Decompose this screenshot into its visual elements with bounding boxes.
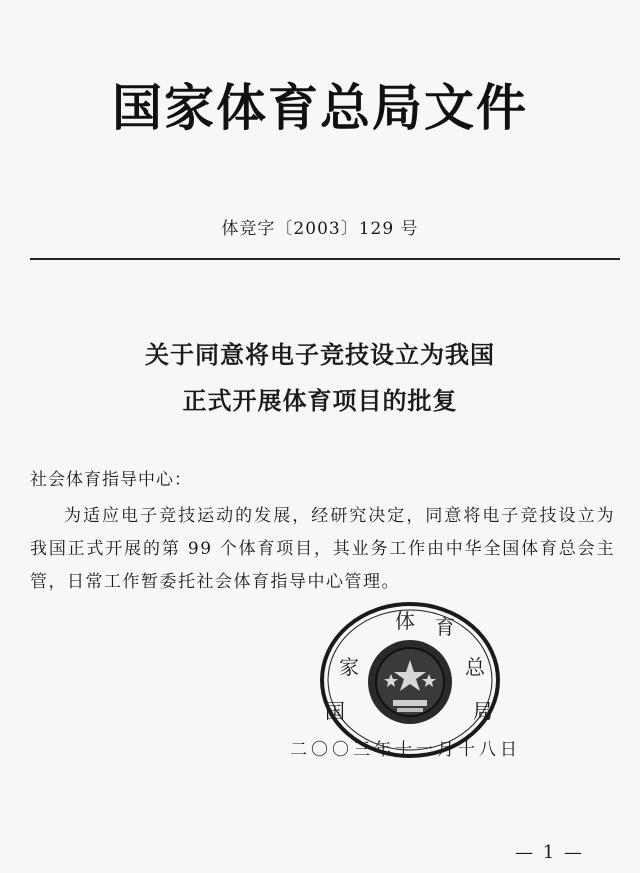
svg-text:家: 家: [339, 655, 359, 679]
document-header-title: 国家体育总局文件: [112, 78, 528, 137]
svg-text:体: 体: [395, 609, 415, 633]
svg-text:局: 局: [473, 699, 493, 723]
page-number: — 1 —: [515, 842, 584, 863]
addressee: 社会体育指导中心：: [30, 470, 192, 490]
document-subject: [0, 332, 640, 424]
subject-line-1: 关于同意将电子竞技设立为我国: [145, 340, 495, 369]
body-paragraph: 为适应电子竞技运动的发展，经研究决定，同意将电子竞技设立为我国正式开展的第 99 个体育项目，其业务工作由中华全国体育总会主管，日常工作暂委托社会体育指导中心管理。: [30, 506, 615, 592]
svg-text:育: 育: [435, 615, 455, 639]
document-number: 体竞字〔2003〕129 号: [221, 219, 419, 239]
document-date: 二〇〇三年十一月十八日: [290, 740, 521, 760]
header-divider: [30, 258, 620, 260]
svg-text:国: 国: [325, 699, 345, 723]
subject-line-2: 正式开展体育项目的批复: [182, 386, 458, 415]
svg-text:总: 总: [465, 655, 485, 679]
